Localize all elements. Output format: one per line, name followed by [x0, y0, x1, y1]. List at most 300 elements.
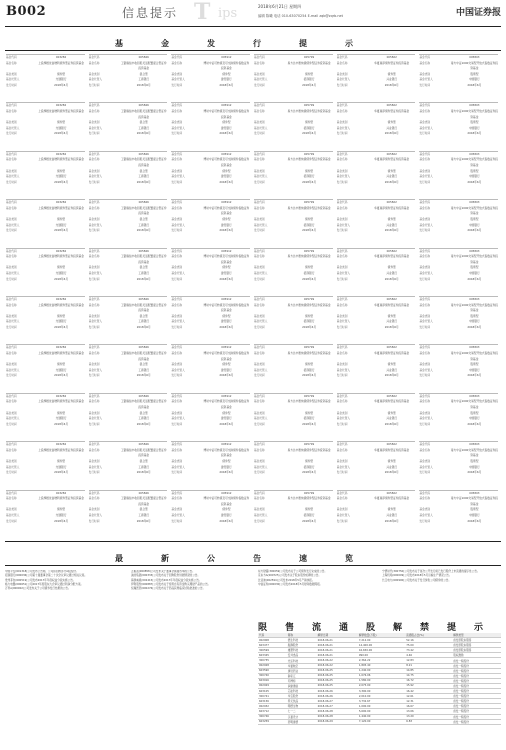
field-value: 招商银行: [303, 125, 315, 130]
field-value: 债券型: [305, 216, 314, 221]
field-label: 基金类别: [171, 120, 183, 125]
field-label: 基金类别: [6, 216, 17, 221]
fund-field: [89, 131, 168, 137]
news-col-left: [5, 570, 125, 591]
field-value: 2018年6月: [467, 82, 482, 87]
field-value: 易方达丰惠纯债债券型证券投资基金: [287, 399, 331, 404]
field-value: 2018年6月: [136, 82, 151, 87]
field-label: 基金名称: [88, 399, 100, 404]
fund-field: [89, 448, 168, 459]
field-value: 债券型: [57, 265, 66, 270]
field-label: 基金托管人: [254, 270, 268, 275]
field-label: 发行时间: [6, 276, 17, 281]
field-label: 基金托管人: [171, 367, 185, 372]
field-value: 工银瑞信丰收回报灵活配置混合型证券投资基金: [120, 302, 167, 313]
table-cell: 8.21: [405, 663, 452, 668]
field-label: 基金类别: [419, 265, 431, 270]
field-label: 发行时间: [419, 470, 431, 475]
table-cell: 7,212.00: [358, 638, 405, 643]
field-label: 基金名称: [254, 205, 265, 210]
table-cell: 12.83: [405, 658, 452, 663]
field-label: 发行时间: [254, 131, 265, 136]
field-label: 基金托管人: [419, 270, 433, 275]
field-value: 易方达丰惠纯债债券型证券投资基金: [287, 205, 331, 210]
field-label: 基金代码: [88, 393, 100, 398]
field-label: 基金名称: [6, 496, 17, 501]
field-label: 发行时间: [419, 276, 431, 281]
field-value: 005803: [469, 200, 480, 205]
field-value: 债券型: [305, 362, 314, 367]
field-value: 中国银行: [469, 125, 480, 130]
field-value: 债券型: [57, 71, 66, 76]
field-value: 兴业银行: [386, 464, 398, 469]
field-label: 基金名称: [336, 350, 348, 355]
field-value: 工商银行: [138, 416, 150, 421]
field-label: 基金托管人: [6, 174, 20, 179]
table-cell: 2018-06-25: [317, 678, 358, 683]
field-value: 股票型: [470, 410, 479, 415]
field-label: 发行时间: [419, 518, 431, 523]
field-label: 发行时间: [419, 179, 431, 184]
field-value: 兴业银行: [386, 125, 398, 130]
field-value: 005799: [303, 248, 315, 253]
field-label: 基金名称: [254, 496, 265, 501]
field-label: 基金名称: [171, 205, 183, 210]
table-cell: 16.67: [405, 704, 452, 709]
field-value: 2018年6月: [136, 470, 151, 475]
field-label: 基金名称: [419, 60, 431, 65]
fund-field: [6, 496, 85, 507]
fund-field: [254, 61, 333, 72]
field-value: 2018年6月: [302, 82, 317, 87]
fund-card: [254, 248, 333, 294]
field-value: 债券型: [387, 362, 396, 367]
table-cell: 德生科技: [287, 638, 317, 643]
field-value: 2018年6月: [467, 324, 482, 329]
field-value: 2018年6月: [54, 131, 69, 136]
field-label: 发行时间: [88, 518, 100, 523]
fund-card: [419, 441, 498, 487]
field-label: 基金托管人: [419, 464, 433, 469]
fund-field: [254, 422, 333, 428]
fund-field: [89, 206, 168, 217]
table-cell: 2018-06-22: [317, 658, 358, 663]
field-value: 兴业银行: [386, 512, 398, 517]
issue-date: 2018年6月21日 星期四: [258, 4, 302, 9]
field-label: 发行时间: [6, 228, 17, 233]
fund-field: [89, 470, 168, 476]
fund-field: [89, 254, 168, 265]
field-value: 005846: [138, 490, 149, 495]
field-value: 债券型: [222, 168, 231, 173]
field-value: 工商银行: [138, 512, 150, 517]
field-value: 2018年6月: [54, 518, 69, 523]
field-label: 发行时间: [254, 228, 265, 233]
field-label: 基金名称: [88, 350, 100, 355]
field-label: 基金托管人: [171, 125, 185, 130]
field-value: 债券型: [57, 410, 66, 415]
field-label: 基金名称: [6, 447, 17, 452]
field-label: 发行时间: [419, 324, 431, 329]
table-cell: 4.46: [405, 653, 452, 658]
field-label: 基金代码: [6, 151, 17, 156]
field-value: 债券型: [387, 168, 396, 173]
field-value: 债券型: [387, 458, 396, 463]
news-item: 中信证券(600030)公司发布2018年5月财务数据简报。: [258, 582, 323, 586]
field-value: 005799: [303, 200, 315, 205]
field-label: 基金类别: [254, 120, 265, 125]
field-label: 基金托管人: [336, 512, 351, 517]
table-cell: 2,010.00: [358, 694, 405, 699]
field-label: 基金类别: [88, 216, 100, 221]
fund-field: [337, 399, 416, 410]
field-label: 基金托管人: [6, 464, 20, 469]
field-value: 兴业银行: [386, 270, 398, 275]
field-label: 基金类别: [336, 458, 348, 463]
field-label: 基金代码: [171, 200, 183, 205]
fund-card: [89, 441, 168, 487]
table-cell: 首发一般股份: [452, 719, 501, 724]
fund-field: [419, 131, 498, 137]
field-value: 工银瑞信丰收回报灵活配置混合型证券投资基金: [120, 496, 167, 506]
field-label: 发行时间: [171, 131, 183, 136]
field-value: 债券型: [305, 265, 314, 270]
fund-field: [6, 61, 85, 72]
fund-field: [6, 422, 85, 428]
field-value: 003282: [55, 103, 67, 108]
field-value: 中国银行: [469, 464, 480, 469]
field-label: 基金类别: [6, 120, 17, 125]
field-value: 混合型: [139, 313, 148, 318]
table-cell: 安井食品: [287, 653, 317, 658]
field-label: 基金名称: [171, 447, 183, 452]
field-value: 2018年6月: [467, 276, 482, 281]
field-value: 005822: [386, 442, 397, 447]
field-label: 发行时间: [88, 82, 100, 87]
field-label: 基金托管人: [6, 270, 20, 275]
field-value: 债券型: [222, 216, 231, 221]
field-label: 基金名称: [6, 108, 17, 113]
field-value: 2018年6月: [219, 276, 234, 281]
field-label: 基金名称: [336, 447, 348, 452]
field-label: 基金名称: [254, 157, 265, 162]
field-value: 上投摩根优信增利债券型证券投资基金: [38, 496, 84, 501]
field-label: 基金类别: [171, 410, 183, 415]
field-value: 交通银行: [55, 367, 67, 372]
fund-card: [6, 441, 85, 487]
field-label: 基金托管人: [336, 416, 351, 421]
field-value: 华夏鼎淳债券型证券投资基金: [374, 205, 410, 210]
field-label: 基金代码: [6, 490, 17, 495]
field-label: 基金名称: [88, 254, 100, 259]
fund-field: [419, 254, 498, 265]
field-label: 基金代码: [6, 200, 17, 205]
field-label: 基金类别: [171, 458, 183, 463]
field-label: 基金类别: [6, 168, 17, 173]
field-label: 发行时间: [88, 179, 100, 184]
field-value: 华夏鼎淳债券型证券投资基金: [374, 254, 410, 259]
field-label: 基金名称: [419, 447, 431, 452]
field-label: 基金代码: [254, 393, 265, 398]
field-value: 债券型: [57, 362, 66, 367]
fund-field: [419, 83, 498, 89]
field-value: 2018年6月: [467, 470, 482, 475]
field-label: 基金代码: [336, 490, 348, 495]
field-label: 基金名称: [336, 108, 348, 113]
field-value: 005803: [469, 490, 480, 495]
field-label: 发行时间: [88, 373, 100, 378]
field-label: 发行时间: [171, 373, 183, 378]
field-value: 股票型: [470, 507, 479, 512]
field-value: 上投摩根优信增利债券型证券投资基金: [38, 60, 84, 65]
field-value: 005803: [469, 55, 480, 59]
field-value: 债券型: [387, 313, 396, 318]
field-label: 基金托管人: [336, 464, 351, 469]
news-item: 上海机场(600009)公司发布2018年5月运输生产情况公告。: [382, 574, 452, 578]
field-label: 基金代码: [171, 442, 183, 447]
table-cell: 603345: [258, 653, 287, 658]
field-label: 基金托管人: [171, 319, 185, 324]
table-cell: 16.42: [405, 689, 452, 694]
fund-field: [254, 325, 333, 331]
field-value: 招商银行: [303, 464, 315, 469]
field-value: 招商银行: [303, 367, 315, 372]
field-label: 基金名称: [254, 447, 265, 452]
field-value: 南方中证1000交易型开放式指数证券投资基金: [450, 108, 498, 119]
field-label: 基金名称: [88, 60, 100, 65]
field-label: 基金托管人: [419, 512, 433, 517]
field-value: 005803: [469, 248, 480, 253]
field-value: 005822: [386, 151, 397, 156]
field-label: 基金名称: [254, 108, 265, 113]
table-cell: 首发一般股份: [452, 668, 501, 673]
field-label: 基金类别: [171, 313, 183, 318]
field-value: 债券型: [305, 458, 314, 463]
field-value: 博时中证可转债及可交换债券指数证券投资基金: [203, 108, 250, 119]
field-value: 中国银行: [469, 174, 480, 179]
table-cell: 芯能科技: [287, 689, 317, 694]
field-value: 2018年6月: [136, 324, 151, 329]
field-value: 2018年6月: [384, 373, 399, 378]
field-value: 股票型: [470, 71, 479, 76]
news-item: 五粮液(000858)公司发布关于董事会换届选举的公告。: [131, 570, 195, 573]
fund-field: [6, 399, 85, 410]
field-label: 基金托管人: [254, 512, 268, 517]
table-cell: 16.72: [405, 678, 452, 683]
field-label: 发行时间: [419, 82, 431, 87]
field-value: 债券型: [305, 71, 314, 76]
table-cell: 光弘科技: [287, 658, 317, 663]
field-label: 基金类别: [254, 362, 265, 367]
fund-field: [6, 254, 85, 265]
fund-card: [89, 199, 168, 245]
field-value: 2018年6月: [54, 179, 69, 184]
field-value: 华夏鼎淳债券型证券投资基金: [374, 302, 410, 307]
field-label: 基金类别: [419, 313, 431, 318]
fund-field: [171, 131, 250, 137]
field-label: 基金名称: [254, 254, 265, 259]
field-label: 基金名称: [171, 399, 183, 404]
table-cell: 603477: [258, 643, 287, 648]
table-cell: 2018-06-21: [317, 638, 358, 643]
fund-grid: [5, 53, 501, 537]
field-label: 基金托管人: [6, 416, 20, 421]
fund-field: [419, 61, 498, 72]
field-value: 博时中证可转债及可交换债券指数证券投资基金: [203, 350, 250, 361]
field-value: 华夏鼎淳债券型证券投资基金: [374, 108, 410, 113]
field-value: 混合型: [139, 168, 148, 173]
field-label: 基金类别: [336, 313, 348, 318]
field-label: 基金代码: [88, 297, 100, 301]
field-label: 基金托管人: [419, 77, 433, 82]
field-value: 005846: [138, 200, 149, 205]
field-value: 混合型: [139, 507, 148, 512]
fund-card: [419, 54, 498, 100]
field-value: 工银瑞信丰收回报灵活配置混合型证券投资基金: [120, 399, 167, 409]
fund-field: [337, 496, 416, 507]
field-value: 交通银行: [55, 416, 67, 421]
field-label: 基金托管人: [254, 319, 268, 324]
fund-field: [337, 373, 416, 379]
field-label: 基金代码: [336, 393, 348, 398]
field-label: 基金名称: [171, 254, 183, 259]
table-cell: 14.75: [405, 673, 452, 678]
field-value: 005846: [138, 345, 149, 350]
field-label: 基金代码: [171, 103, 183, 108]
field-label: 基金名称: [254, 350, 265, 355]
fund-field: [89, 180, 168, 186]
field-value: 上投摩根优信增利债券型证券投资基金: [38, 157, 84, 162]
field-label: 发行时间: [419, 373, 431, 378]
header-rule: [5, 26, 501, 27]
field-label: 基金类别: [419, 410, 431, 415]
field-label: 基金类别: [336, 507, 348, 512]
fund-card: [171, 151, 250, 197]
field-label: 基金托管人: [419, 125, 433, 130]
field-value: 上投摩根优信增利债券型证券投资基金: [38, 447, 84, 452]
field-value: 2018年6月: [219, 518, 234, 523]
table-cell: 300746: [258, 714, 287, 719]
table-cell: 首发一般股份: [452, 704, 501, 709]
field-value: 易方达丰惠纯债债券型证券投资基金: [287, 254, 331, 259]
field-value: 债券型: [305, 120, 314, 125]
fund-card: [171, 393, 250, 439]
fund-field: [419, 422, 498, 428]
field-value: 005799: [303, 55, 315, 59]
fund-card: [254, 490, 333, 536]
field-label: 发行时间: [254, 373, 265, 378]
field-label: 基金类别: [254, 216, 265, 221]
field-value: 中国银行: [469, 319, 480, 324]
field-label: 发行时间: [6, 82, 17, 87]
field-label: 发行时间: [254, 470, 265, 475]
field-value: 华夏鼎淳债券型证券投资基金: [374, 157, 410, 162]
fund-card: [171, 199, 250, 245]
fund-field: [254, 206, 333, 217]
field-label: 基金托管人: [88, 270, 103, 275]
field-label: 基金类别: [419, 168, 431, 173]
field-value: 债券型: [305, 410, 314, 415]
fund-card: [337, 441, 416, 487]
field-label: 基金托管人: [6, 125, 20, 130]
field-value: 博时中证可转债及可交换债券指数证券投资基金: [203, 447, 250, 458]
fund-card: [337, 54, 416, 100]
fund-field: [419, 303, 498, 314]
field-value: 2018年6月: [219, 179, 234, 184]
fund-field: [419, 496, 498, 507]
field-value: 005799: [303, 151, 315, 156]
field-label: 基金代码: [254, 490, 265, 495]
fund-field: [6, 519, 85, 525]
field-label: 基金类别: [6, 265, 17, 270]
table-cell: 2018-06-27: [317, 704, 358, 709]
fund-field: [419, 180, 498, 186]
fund-card: [89, 102, 168, 148]
news-item: 海康威视(002415)公司发布2017年年度权益分派实施公告。: [131, 578, 202, 582]
field-label: 基金类别: [336, 265, 348, 270]
field-label: 基金类别: [6, 313, 17, 318]
fund-field: [6, 131, 85, 137]
field-label: 基金代码: [419, 442, 431, 447]
field-label: 发行时间: [171, 470, 183, 475]
table-cell: 首发一般股份: [452, 709, 501, 714]
fund-card: [419, 248, 498, 294]
fund-card: [171, 441, 250, 487]
field-value: 上投摩根优信增利债券型证券投资基金: [38, 302, 84, 307]
field-value: 建设银行: [221, 464, 232, 469]
field-value: 2018年6月: [467, 373, 482, 378]
field-label: 基金类别: [6, 71, 17, 76]
table-cell: 300741: [258, 694, 287, 699]
field-value: 博时中证可转债及可交换债券指数证券投资基金: [203, 496, 250, 506]
news-item: 长江电力(600900)公司发布关于发行绿色公司债券的公告。: [382, 578, 451, 582]
field-value: 005822: [386, 490, 397, 495]
field-value: 2018年6月: [302, 131, 317, 136]
field-value: 上投摩根优信增利债券型证券投资基金: [38, 205, 84, 210]
field-label: 基金代码: [171, 248, 183, 253]
field-label: 基金类别: [336, 120, 348, 125]
field-value: 股票型: [470, 216, 479, 221]
table-cell: 2018-06-29: [317, 719, 358, 724]
field-label: 基金类别: [88, 168, 100, 173]
fund-field: [419, 206, 498, 217]
field-value: 债券型: [222, 265, 231, 270]
table-cell: 华宝股份: [287, 694, 317, 699]
fund-field: [171, 254, 250, 265]
table-cell: 1,580.00: [358, 678, 405, 683]
field-label: 发行时间: [419, 131, 431, 136]
page-header: [0, 0, 506, 24]
field-label: 基金名称: [254, 399, 265, 404]
fund-field: [6, 206, 85, 217]
field-value: 博时中证可转债及可交换债券指数证券投资基金: [203, 60, 250, 71]
field-label: 基金类别: [254, 507, 265, 512]
field-value: 中国银行: [469, 77, 480, 82]
field-value: 2018年6月: [467, 179, 482, 184]
news-item: 宁德时代(300750)公司发布关于首次公开发行前已发行股份上市流通的提示性公告。: [382, 570, 480, 573]
field-label: 基金名称: [336, 496, 348, 501]
table-cell: 603259: [258, 719, 287, 724]
field-value: 华夏鼎淳债券型证券投资基金: [374, 350, 410, 355]
field-label: 基金类别: [88, 120, 100, 125]
table-cell: 13.06: [405, 709, 452, 714]
field-label: 基金类别: [88, 265, 100, 270]
field-label: 发行时间: [6, 518, 17, 523]
fund-field: [89, 228, 168, 234]
news-item: 贵州茅台(600519)公司发布2017年年度权益分派实施公告。: [5, 578, 76, 582]
field-label: 发行时间: [254, 324, 265, 329]
field-value: 兴业银行: [386, 222, 398, 227]
